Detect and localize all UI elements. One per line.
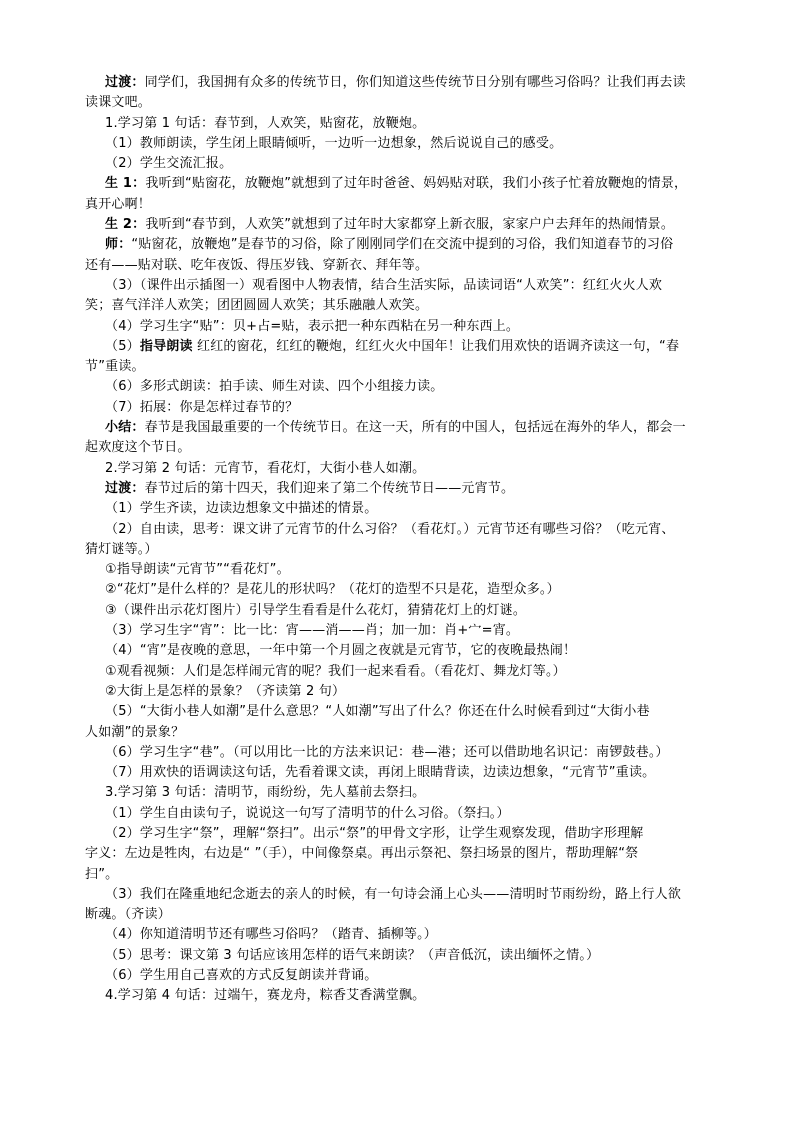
line-text: ①指导朗读“元宵节”“看花灯”。 bbox=[105, 562, 290, 578]
line-text: （1）学生齐读，边读边想象文中描述的情景。 bbox=[105, 501, 378, 517]
line-text: 3.学习第 3 句话：清明节，雨纷纷，先人墓前去祭扫。 bbox=[105, 785, 426, 801]
line-text: 扫”。 bbox=[85, 866, 119, 882]
line-text: 我听到“贴窗花，放鞭炮”就想到了过年时爸爸、妈妈贴对联，我们小孩子忙着放鞭炮的情景， bbox=[145, 176, 688, 192]
text-line bbox=[85, 723, 717, 743]
line-text: （4）“宵”是夜晚的意思，一年中第一个月圆之夜就是元宵节，它的夜晚最热闹！ bbox=[105, 643, 577, 659]
line-text: 起欢度这个节日。 bbox=[85, 440, 191, 456]
text-line bbox=[85, 601, 717, 621]
text-line bbox=[85, 73, 717, 93]
line-text: ③（课件出示花灯图片）引导学生看看是什么花灯，猜猜花灯上的灯谜。 bbox=[105, 602, 527, 618]
line-text: 笑；喜气洋洋人欢笑；团团圆圆人欢笑；其乐融融人欢笑。 bbox=[85, 298, 429, 314]
line-text: 节”重读。 bbox=[85, 359, 145, 375]
text-line bbox=[85, 783, 717, 803]
text-line bbox=[85, 966, 717, 986]
line-text: （6）学生用自己喜欢的方式反复朗读并背诵。 bbox=[105, 968, 378, 984]
text-line bbox=[85, 337, 717, 357]
line-text: 春节是我国最重要的一个传统节日。在这一天，所有的中国人，包括远在海外的华人，都会一 bbox=[144, 420, 686, 436]
line-text: （4）你知道清明节还有哪些习俗吗？（踏青、插柳等。） bbox=[105, 927, 437, 943]
line-label: 生 1： bbox=[105, 176, 146, 192]
text-line bbox=[85, 256, 717, 276]
line-label: 过渡： bbox=[105, 480, 145, 496]
text-line bbox=[85, 641, 717, 661]
text-line bbox=[85, 438, 717, 458]
line-text: （2）学生交流汇报。 bbox=[105, 156, 233, 172]
text-line bbox=[85, 743, 717, 763]
line-text: （3）（课件出示插图一）观看图中人物表情，结合生活实际，品读词语“人欢笑”：红红火火人欢 bbox=[105, 277, 663, 293]
text-line bbox=[85, 154, 717, 174]
line-text: （1）学生自由读句子，说说这一句写了清明节的什么习俗。（祭扫。） bbox=[105, 805, 510, 821]
text-line bbox=[85, 317, 717, 337]
text-line bbox=[85, 804, 717, 824]
text-line bbox=[85, 195, 717, 215]
line-text: 字义：左边是牲肉，右边是“ ”（手），中间像祭桌。再出示祭祀、祭扫场景的图片，帮助理解“祭 bbox=[85, 846, 639, 862]
text-line bbox=[85, 235, 717, 255]
line-text: 我听到“春节到，人欢笑”就想到了过年时大家都穿上新衣服，家家户户去拜年的热闹情景。 bbox=[145, 217, 675, 233]
line-text: （1）教师朗读，学生闭上眼睛倾听，一边听一边想象，然后说说自己的感受。 bbox=[105, 135, 563, 151]
text-line bbox=[85, 986, 717, 1006]
document-page bbox=[85, 73, 717, 1007]
text-line bbox=[85, 418, 717, 438]
text-line bbox=[85, 925, 717, 945]
text-line bbox=[85, 560, 717, 580]
line-text: （5）思考：课文第 3 句话应该用怎样的语气来朗读？（声音低沉，读出缅怀之情。） bbox=[105, 947, 600, 963]
line-text: （2）自由读，思考：课文讲了元宵节的什么习俗？（看花灯。）元宵节还有哪些习俗？（吃元宵、 bbox=[105, 521, 675, 537]
line-text: （7）用欢快的语调读这句话，先看着课文读，再闭上眼睛背读，边读边想象，“元宵节”重读。 bbox=[105, 765, 656, 781]
line-text: （3）学习生字“宵”：比一比：宵——消——肖；加一加：肖+宀=宵。 bbox=[105, 623, 520, 639]
line-text: 人如潮”的景象？ bbox=[85, 724, 185, 740]
text-line bbox=[85, 702, 717, 722]
line-text: 同学们，我国拥有众多的传统节日，你们知道这些传统节日分别有哪些习俗吗？让我们再去读 bbox=[144, 75, 686, 90]
line-text: （3）我们在隆重地纪念逝去的亲人的时候，有一句诗会涌上心头——清明时节雨纷纷，路上行人欲 bbox=[105, 886, 682, 902]
text-line bbox=[85, 499, 717, 519]
text-line bbox=[85, 662, 717, 682]
line-label: 过渡： bbox=[105, 75, 145, 90]
text-line bbox=[85, 377, 717, 397]
text-line bbox=[85, 905, 717, 925]
text-line bbox=[85, 93, 717, 113]
text-line bbox=[85, 763, 717, 783]
text-line bbox=[85, 134, 717, 154]
line-label: 小结： bbox=[105, 420, 145, 436]
text-line bbox=[85, 824, 717, 844]
line-text: 春节过后的第十四天，我们迎来了第二个传统节日——元宵节。 bbox=[144, 480, 515, 496]
line-text: （6）学习生字“巷”。（可以用比一比的方法来识记：巷—港；还可以借助地名识记：南锣鼓巷。） bbox=[105, 744, 669, 760]
text-line bbox=[85, 357, 717, 377]
line-text: （7）拓展：你是怎样过春节的？ bbox=[105, 399, 299, 415]
line-text: 猜灯谜等。） bbox=[85, 541, 158, 557]
text-line bbox=[85, 580, 717, 600]
text-line bbox=[85, 946, 717, 966]
text-line bbox=[85, 865, 717, 885]
text-line bbox=[85, 844, 717, 864]
line-text: “贴窗花，放鞭炮”是春节的习俗，除了刚刚同学们在交流中提到的习俗，我们知道春节的习俗 bbox=[131, 237, 674, 253]
line-text: 红红的窗花，红红的鞭炮，红红火火中国年！让我们用欢快的语调齐读这一句，“春 bbox=[192, 338, 680, 354]
line-text: 还有——贴对联、吃年夜饭、得压岁钱、穿新衣、拜年等。 bbox=[85, 257, 429, 273]
text-line bbox=[85, 114, 717, 134]
line-text: （5）“大街小巷人如潮”是什么意思？“人如潮”写出了什么？你还在什么时候看到过“大街小巷 bbox=[105, 704, 650, 720]
line-text: 读课文吧。 bbox=[85, 95, 152, 111]
text-line bbox=[85, 885, 717, 905]
text-line bbox=[85, 459, 717, 479]
text-line bbox=[85, 215, 717, 235]
text-line bbox=[85, 540, 717, 560]
line-text: ①观看视频：人们是怎样闹元宵的呢？我们一起来看看。（看花灯、舞龙灯等。） bbox=[105, 663, 566, 679]
line-text: 4.学习第 4 句话：过端午，赛龙舟，粽香艾香满堂飘。 bbox=[105, 988, 426, 1004]
line-text: 断魂。（齐读） bbox=[85, 907, 171, 923]
line-text: 真开心啊！ bbox=[85, 196, 152, 212]
line-label: 师： bbox=[105, 237, 132, 253]
text-line bbox=[85, 479, 717, 499]
line-text: （2）学习生字“祭”，理解“祭扫”。出示“祭”的甲骨文字形，让学生观察发现，借助字形理解 bbox=[105, 825, 644, 841]
text-line bbox=[85, 296, 717, 316]
line-label: 指导朗读 bbox=[139, 338, 193, 354]
line-label: 生 2： bbox=[105, 217, 146, 233]
text-line bbox=[85, 398, 717, 418]
line-text: （4）学习生字“贴”：贝+占=贴，表示把一种东西粘在另一种东西上。 bbox=[105, 318, 520, 334]
text-line bbox=[85, 174, 717, 194]
line-text: ②“花灯”是什么样的？是花儿的形状吗？（花灯的造型不只是花，造型众多。） bbox=[105, 582, 560, 598]
text-line bbox=[85, 621, 717, 641]
line-text: 1.学习第 1 句话：春节到，人欢笑，贴窗花，放鞭炮。 bbox=[105, 115, 426, 131]
text-line bbox=[85, 276, 717, 296]
text-line bbox=[85, 682, 717, 702]
line-text: ②大街上是怎样的景象？（齐读第 2 句） bbox=[105, 683, 346, 699]
line-text: 2.学习第 2 句话：元宵节，看花灯，大街小巷人如潮。 bbox=[105, 460, 426, 476]
line-text: （6）多形式朗读：拍手读、师生对读、四个小组接力读。 bbox=[105, 379, 444, 395]
text-line bbox=[85, 520, 717, 540]
line-text: （5） bbox=[105, 338, 140, 354]
